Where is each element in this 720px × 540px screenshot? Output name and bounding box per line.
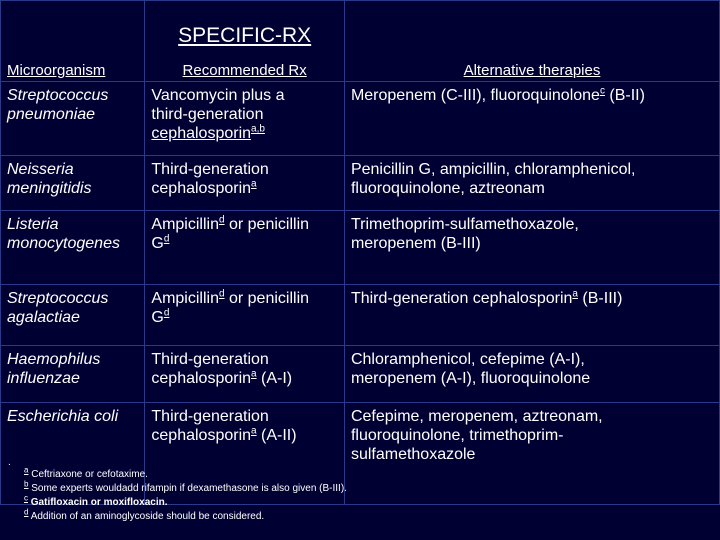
footnote-ref[interactable]: a,b [251,123,265,135]
organism-cell: Escherichia coli [1,403,145,505]
footnote-ref[interactable]: a [572,288,578,300]
table-row [1,346,720,403]
footnote-ref[interactable]: a [251,368,257,380]
header-microorganism: Microorganism [1,1,145,82]
alternative-cell: Meropenem (C-III), fluoroquinolone$^c$ (B-II) [344,82,719,156]
table-header-row [1,1,720,82]
slide-title: SPECIFIC-RX [178,24,312,47]
table-row [1,211,720,285]
footnote-b: $^b$ Some experts wouldadd rifampin if dexamethasone is also given (B-III). [24,479,347,494]
recommended-cell: Third-generation cephalosporin$^a$ (A-II) [145,403,345,505]
footnote-ref[interactable]: d [163,233,170,245]
organism-cell: Streptococcus pneumoniae [1,82,145,156]
footnote-c: $^c$ Gatifloxacin or moxifloxacin. [24,493,168,508]
recommended-cell: Third-generation cephalosporin$^a$ (A-I) [145,346,345,403]
header-alternative-therapies: Alternative therapies [344,1,719,82]
footnote-ref[interactable]: d [218,288,225,300]
recommended-cell: Ampicillin$^d$ or penicillin $G^d$ [145,285,345,346]
stray-dot: . [8,457,11,468]
alternative-cell: Chloramphenicol, cefepime (A-I), meropenem (A-I), fluoroquinolone [344,346,719,403]
footnotes [24,465,347,524]
table-row [1,82,720,156]
header-recommended-rx-label: Recommended Rx [182,62,307,79]
footnote-ref[interactable]: a [251,425,257,437]
footnote-ref[interactable]: d [218,214,225,226]
table-row [1,156,720,211]
footnote-a: $^a$ Ceftriaxone or cefotaxime. [24,465,148,480]
recommended-cell: Third-generation cephalosporin$^a$ [145,156,345,211]
footnote-d: $^d$ Addition of an aminoglycoside should be considered. [24,507,265,522]
recommended-cell: Vancomycin plus a third-generation cephalosporin$^{a,b}$ [145,82,345,156]
organism-cell: Streptococcus agalactiae [1,285,145,346]
footnote-ref[interactable]: d [163,307,170,319]
alternative-cell: Penicillin G, ampicillin, chloramphenicol, fluoroquinolone, aztreonam [344,156,719,211]
header-recommended-rx [145,1,345,82]
alternative-cell: Trimethoprim-sulfamethoxazole, meropenem (B-III) [344,211,719,285]
organism-cell: Neisseria meningitidis [1,156,145,211]
organism-cell: Listeria monocytogenes [1,211,145,285]
footnote-ref[interactable]: a [251,178,257,190]
alternative-cell: Cefepime, meropenem, aztreonam, fluoroquinolone, trimethoprim- sulfamethoxazole [344,403,719,505]
footnote-ref[interactable]: c [599,85,605,97]
recommended-cell: Ampicillin$^d$ or penicillin $G^d$ [145,211,345,285]
alternative-cell: Third-generation cephalosporin$^a$ (B-III) [344,285,719,346]
organism-cell: Haemophilus influenzae [1,346,145,403]
table-row [1,285,720,346]
